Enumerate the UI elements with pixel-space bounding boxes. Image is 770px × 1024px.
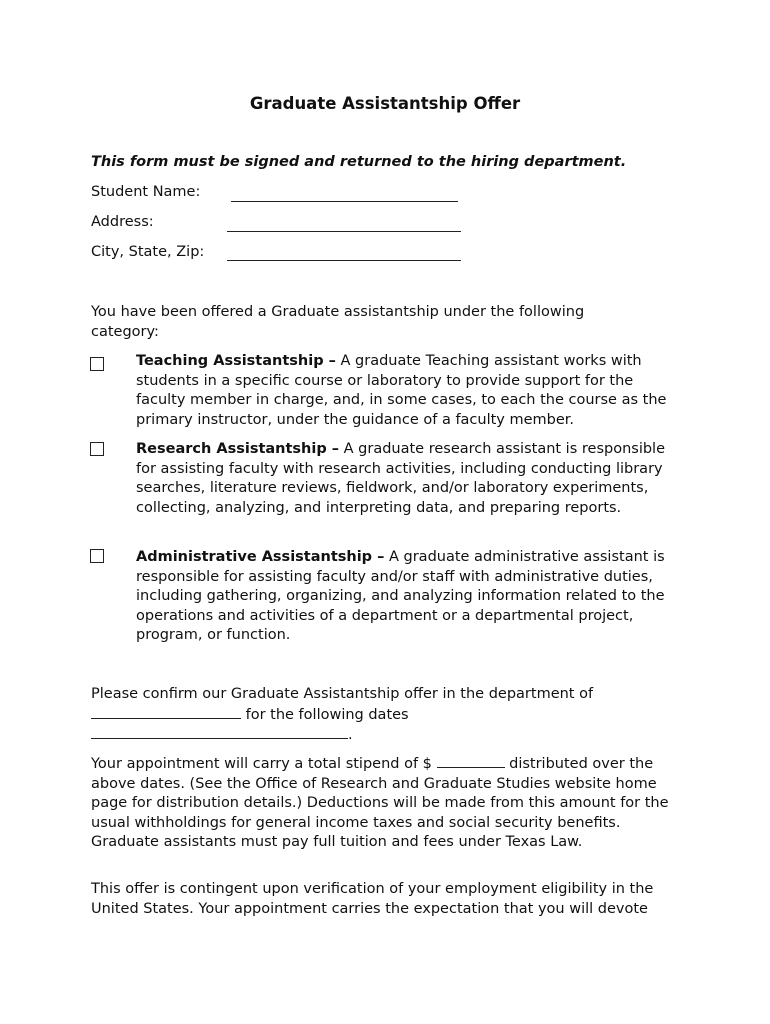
teaching-assistantship-checkbox[interactable] <box>90 357 104 371</box>
teaching-assistantship-option <box>136 352 681 430</box>
stipend-text-after: distributed over the above dates. (See the Office of Research and Graduate Studies website home page for distribution details.) Deductions will be made from this amount for the usual withholdings for general income taxes and social security benefits. Graduate assistants must pay full tuition and fees under Texas Law. <box>91 756 669 850</box>
intro-paragraph: You have been offered a Graduate assistantship under the following category: <box>91 304 585 340</box>
student-name-line[interactable] <box>231 201 458 202</box>
research-assistantship-checkbox[interactable] <box>90 442 104 456</box>
student-name-label: Student Name: <box>91 184 201 200</box>
confirm-line-3 <box>91 725 683 746</box>
address-line[interactable] <box>227 231 461 232</box>
confirm-dates-text: for the following dates <box>245 707 409 723</box>
contingent-paragraph: This offer is contingent upon verification of your employment eligibility in the United States. Your appointment carries the expectation that you will devote <box>91 881 654 917</box>
research-assistantship-heading: Research Assistantship – <box>136 441 340 457</box>
dates-blank[interactable] <box>91 725 348 739</box>
document-title: Graduate Assistantship Offer <box>249 94 521 113</box>
administrative-assistantship-description: A graduate administrative assistant is responsible for assisting faculty and/or staff with administrative duties, including gathering, organizing, and analyzing information related to the operations and activities of a department or a departmental project, program, or function. <box>136 549 665 643</box>
research-assistantship-option <box>136 440 681 518</box>
address-label: Address: <box>91 214 154 230</box>
stipend-text-before: Your appointment will carry a total stipend of $ <box>91 756 432 772</box>
dates-period: . <box>348 727 353 743</box>
city-state-zip-label: City, State, Zip: <box>91 244 205 260</box>
department-blank[interactable] <box>91 705 241 719</box>
instruction-text: This form must be signed and returned to the hiring department. <box>91 154 627 170</box>
administrative-assistantship-checkbox[interactable] <box>90 549 104 563</box>
confirm-line-1: Please confirm our Graduate Assistantship offer in the department of <box>91 686 594 702</box>
teaching-assistantship-description: A graduate Teaching assistant works with students in a specific course or laboratory to provide support for the faculty member in charge, and, in some cases, to each the course as the primary instructor, under the guidance of a faculty member. <box>136 353 667 428</box>
confirm-line-2 <box>91 705 683 726</box>
city-state-zip-line[interactable] <box>227 260 461 261</box>
stipend-amount-blank[interactable] <box>437 754 505 768</box>
teaching-assistantship-heading: Teaching Assistantship – <box>136 353 336 369</box>
administrative-assistantship-option <box>136 548 681 646</box>
stipend-paragraph <box>91 754 683 853</box>
administrative-assistantship-heading: Administrative Assistantship – <box>136 549 385 565</box>
research-assistantship-description: A graduate research assistant is responsible for assisting faculty with research activities, including conducting library searches, literature reviews, fieldwork, and/or laboratory experiments, collecting, analyzing, and interpreting data, and preparing reports. <box>136 441 665 516</box>
